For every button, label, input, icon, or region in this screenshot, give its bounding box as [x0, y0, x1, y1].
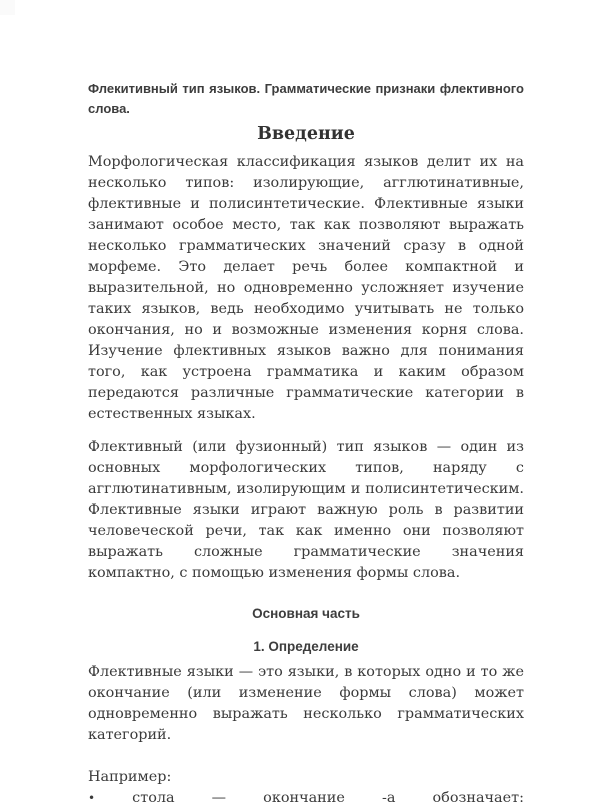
example-bullet-item	[88, 788, 524, 809]
paragraph-definition: Флективные языки — это языки, в которых одно и то же окончание (или изменение формы слова) может одновременно выражать несколько грамматических категорий.	[88, 664, 524, 743]
bullet-icon: •	[88, 791, 96, 805]
document-title: Флекитивный тип языков. Грамматические признаки флективного слова.	[88, 81, 524, 116]
document-content	[88, 79, 524, 809]
example-label: Например:	[88, 769, 172, 785]
page-corner-artifact	[0, 0, 15, 15]
example-ending: -а	[381, 790, 396, 806]
heading-definition: 1. Определение	[253, 639, 359, 654]
example-dash: —	[211, 790, 227, 806]
heading-main-part: Основная часть	[252, 606, 360, 621]
example-word-stola: стола	[132, 790, 175, 806]
heading-introduction: Введение	[257, 124, 355, 144]
example-word-okonchanie: окончание	[263, 790, 345, 806]
paragraph-intro-2: Флективный (или фузионный) тип языков — один из основных морфологических типов, наряду с агглютинативным, изолирующим и полисинтетическим. Флективные языки играют важную роль в развитии человеческой речи, так как именно они позволяют выражать сложные грамматические значения компактно, с помощью изменения формы слова.	[88, 439, 524, 581]
example-word-oboznachaet: обозначает:	[432, 790, 524, 806]
paragraph-intro-1: Морфологическая классификация языков делит их на несколько типов: изолирующие, агглютинативные, флективные и полисинтетические. Флективные языки занимают особое место, так как позволяют выражать несколько грамматических значений сразу в одной морфеме. Это делает речь более компактной и выразительной, но одновременно усложняет изучение таких языков, ведь необходимо учитывать не только окончания, но и возможные изменения корня слова. Изучение флективных языков важно для понимания того, как устроена грамматика и каким образом передаются различные грамматические категории в естественных языках.	[88, 154, 524, 422]
